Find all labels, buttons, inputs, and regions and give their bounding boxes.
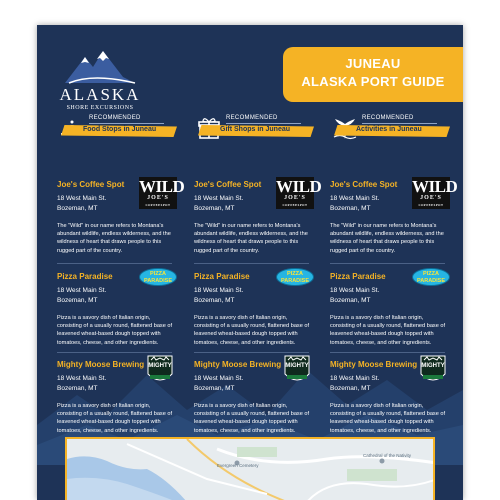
map-label: Evergreen Cemetery (217, 463, 259, 468)
listing-name: Mighty Moose Brewing (330, 360, 418, 369)
logo-text: PARADISE (416, 278, 445, 284)
divider (226, 123, 301, 124)
divider (57, 352, 172, 353)
listing-address: 18 West Main St. (57, 195, 107, 202)
logo-text: PARADISE (280, 278, 309, 284)
wild-joes-logo (139, 177, 185, 209)
divider (330, 352, 445, 353)
listing-city: Bozeman, MT (57, 205, 98, 212)
pizza-paradise-logo (412, 268, 450, 286)
listing-city: Bozeman, MT (194, 297, 235, 304)
mighty-moose-logo (282, 354, 312, 386)
listing-description: Pizza is a savory dish of Italian origin, consisting of a usually round, flattened base of leavened wheat-based dough topped with tomatoes, cheese, and other ingredients. (194, 403, 310, 434)
moose-badge-icon (418, 354, 448, 386)
listing-name: Pizza Paradise (330, 272, 386, 281)
recommended-label: RECOMMENDED (226, 115, 278, 121)
logo-text: COFFEESPOT (418, 203, 444, 207)
logo-text: WILD (139, 177, 185, 196)
listing-name: Pizza Paradise (194, 272, 250, 281)
map-graphic (67, 439, 435, 500)
city-title: JUNEAU (345, 56, 401, 71)
port-guide-flyer (37, 25, 463, 500)
mountain-logo-icon (63, 47, 137, 85)
listing-description: The "Wild" in our name refers to Montana's abundant wildlife, endless wilderness, and the wildness of heart that draws people to this rugged part of the country. (330, 223, 444, 254)
guide-title-box (283, 47, 463, 102)
listing-address: 18 West Main St. (194, 287, 244, 294)
listing-name: Mighty Moose Brewing (194, 360, 282, 369)
listing-description: Pizza is a savory dish of Italian origin, consisting of a usually round, flattened base of leavened wheat-based dough topped with tomatoes, cheese, and other ingredients. (330, 315, 446, 346)
listing-address: 18 West Main St. (330, 375, 380, 382)
divider (194, 352, 309, 353)
logo-text: WILD (276, 177, 322, 196)
moose-badge-icon (145, 354, 175, 386)
listing-address: 18 West Main St. (330, 287, 380, 294)
listing-address: 18 West Main St. (57, 375, 107, 382)
juneau-map[interactable] (65, 437, 435, 500)
logo-text: JOE'S (147, 195, 169, 201)
listing-description: Pizza is a savory dish of Italian origin, consisting of a usually round, flattened base of leavened wheat-based dough topped with tomatoes, cheese, and other ingredients. (57, 315, 173, 346)
wild-joes-logo (276, 177, 322, 209)
logo-text: PARADISE (143, 278, 172, 284)
category-title: Activities in Juneau (356, 126, 422, 133)
logo-subtitle: SHORE EXCURSIONS (66, 105, 134, 111)
listing-name: Pizza Paradise (57, 272, 113, 281)
listing-city: Bozeman, MT (330, 297, 371, 304)
listing-city: Bozeman, MT (194, 205, 235, 212)
guide-title: ALASKA PORT GUIDE (301, 74, 445, 89)
logo-text: COFFEESPOT (145, 203, 171, 207)
logo-title: ALASKA (59, 85, 141, 104)
listing-address: 18 West Main St. (330, 195, 380, 202)
map-label: Cathedral of the Nativity (363, 453, 412, 458)
logo-text: PIZZA (287, 271, 303, 277)
listing-city: Bozeman, MT (330, 205, 371, 212)
listing-name: Joe's Coffee Spot (330, 180, 398, 189)
mighty-moose-logo (418, 354, 448, 386)
wild-joes-logo (412, 177, 458, 209)
pizza-paradise-logo (276, 268, 314, 286)
listing-description: The "Wild" in our name refers to Montana's abundant wildlife, endless wilderness, and the wildness of heart that draws people to this rugged part of the country. (57, 223, 171, 254)
logo-text: PIZZA (150, 271, 166, 277)
pizza-paradise-logo (139, 268, 177, 286)
listing-address: 18 West Main St. (57, 287, 107, 294)
logo-text: MIGHTY (421, 363, 445, 369)
recommended-label: RECOMMENDED (362, 115, 414, 121)
listing-description: Pizza is a savory dish of Italian origin, consisting of a usually round, flattened base of leavened wheat-based dough topped with tomatoes, cheese, and other ingredients. (57, 403, 173, 434)
logo-text: MIGHTY (285, 363, 309, 369)
listing-address: 18 West Main St. (194, 375, 244, 382)
listing-address: 18 West Main St. (194, 195, 244, 202)
category-title: Food Stops in Juneau (83, 126, 157, 133)
recommended-label: RECOMMENDED (89, 115, 141, 121)
listing-city: Bozeman, MT (194, 385, 235, 392)
divider (194, 263, 309, 264)
logo-text: COFFEESPOT (282, 203, 308, 207)
divider (57, 263, 172, 264)
logo-text: MIGHTY (148, 363, 172, 369)
listing-description: The "Wild" in our name refers to Montana's abundant wildlife, endless wilderness, and the wildness of heart that draws people to this rugged part of the country. (194, 223, 308, 254)
listing-city: Bozeman, MT (57, 385, 98, 392)
divider (89, 123, 164, 124)
moose-badge-icon (282, 354, 312, 386)
listing-city: Bozeman, MT (330, 385, 371, 392)
divider (330, 263, 445, 264)
listing-description: Pizza is a savory dish of Italian origin, consisting of a usually round, flattened base of leavened wheat-based dough topped with tomatoes, cheese, and other ingredients. (330, 403, 446, 434)
divider (362, 123, 437, 124)
logo-text: PIZZA (423, 271, 439, 277)
listing-name: Joe's Coffee Spot (57, 180, 125, 189)
logo-text: JOE'S (420, 195, 442, 201)
listing-city: Bozeman, MT (57, 297, 98, 304)
mighty-moose-logo (145, 354, 175, 386)
logo-text: WILD (412, 177, 458, 196)
category-title: Gift Shops in Juneau (220, 126, 291, 133)
listing-description: Pizza is a savory dish of Italian origin, consisting of a usually round, flattened base of leavened wheat-based dough topped with tomatoes, cheese, and other ingredients. (194, 315, 310, 346)
logo-text: JOE'S (284, 195, 306, 201)
listing-name: Joe's Coffee Spot (194, 180, 262, 189)
listing-name: Mighty Moose Brewing (57, 360, 145, 369)
